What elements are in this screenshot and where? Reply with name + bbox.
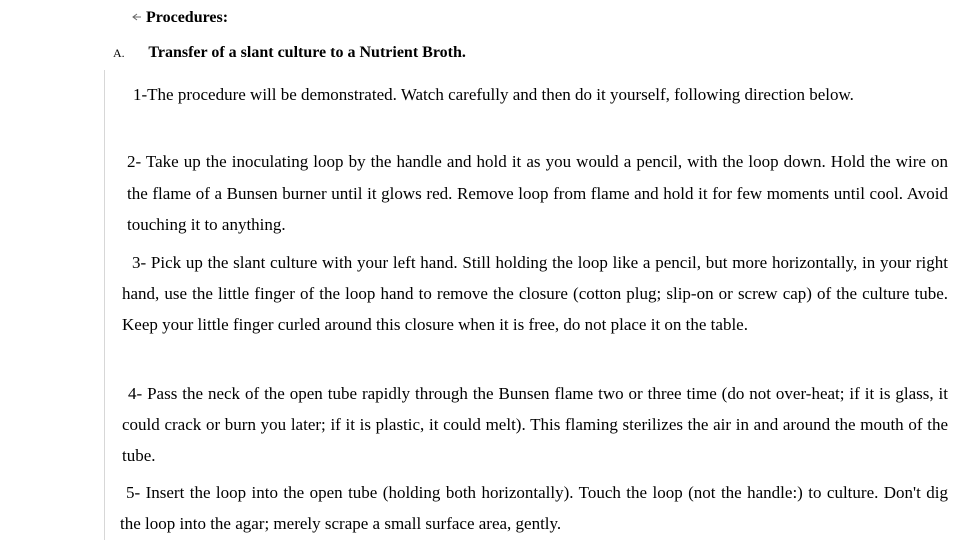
left-margin-rule bbox=[104, 70, 105, 540]
step-paragraph-3: 3- Pick up the slant culture with your left hand. Still holding the loop like a pencil, but more horizontally, in your right hand, use the little finger of the loop hand to remove the closure (cotton plug; slip-on or screw cap) of the culture tube. Keep your little finger curled around this closure when it is free, do not place it on the table. bbox=[122, 253, 948, 334]
section-title-text: Transfer of a slant culture to a Nutrient Broth. bbox=[148, 44, 466, 61]
heading-text: Procedures: bbox=[146, 9, 229, 26]
section-letter: A. bbox=[113, 46, 125, 60]
section-title bbox=[113, 44, 466, 62]
bullet-icon bbox=[132, 13, 142, 21]
step-paragraph-4: 4- Pass the neck of the open tube rapidly through the Bunsen flame two or three time (do not over-heat; if it is glass, it could crack or burn you later; if it is plastic, it could melt). This flaming sterilizes the air in and around the mouth of the tube. bbox=[122, 384, 948, 465]
step-paragraph-2: 2- Take up the inoculating loop by the handle and hold it as you would a pencil, with the loop down. Hold the wire on the flame of a Bunsen burner until it glows red. Remove loop from flame and hold it for few moments until cool. Avoid touching it to anything. bbox=[127, 152, 948, 234]
step-paragraph-5: 5- Insert the loop into the open tube (holding both horizontally). Touch the loop (not the handle:) to culture. Don't dig the loop into the agar; merely scrape a small surface area, gently. bbox=[120, 483, 948, 533]
step-paragraph-1: 1-The procedure will be demonstrated. Watch carefully and then do it yourself, following direction below. bbox=[133, 85, 854, 104]
page-heading bbox=[146, 9, 228, 27]
